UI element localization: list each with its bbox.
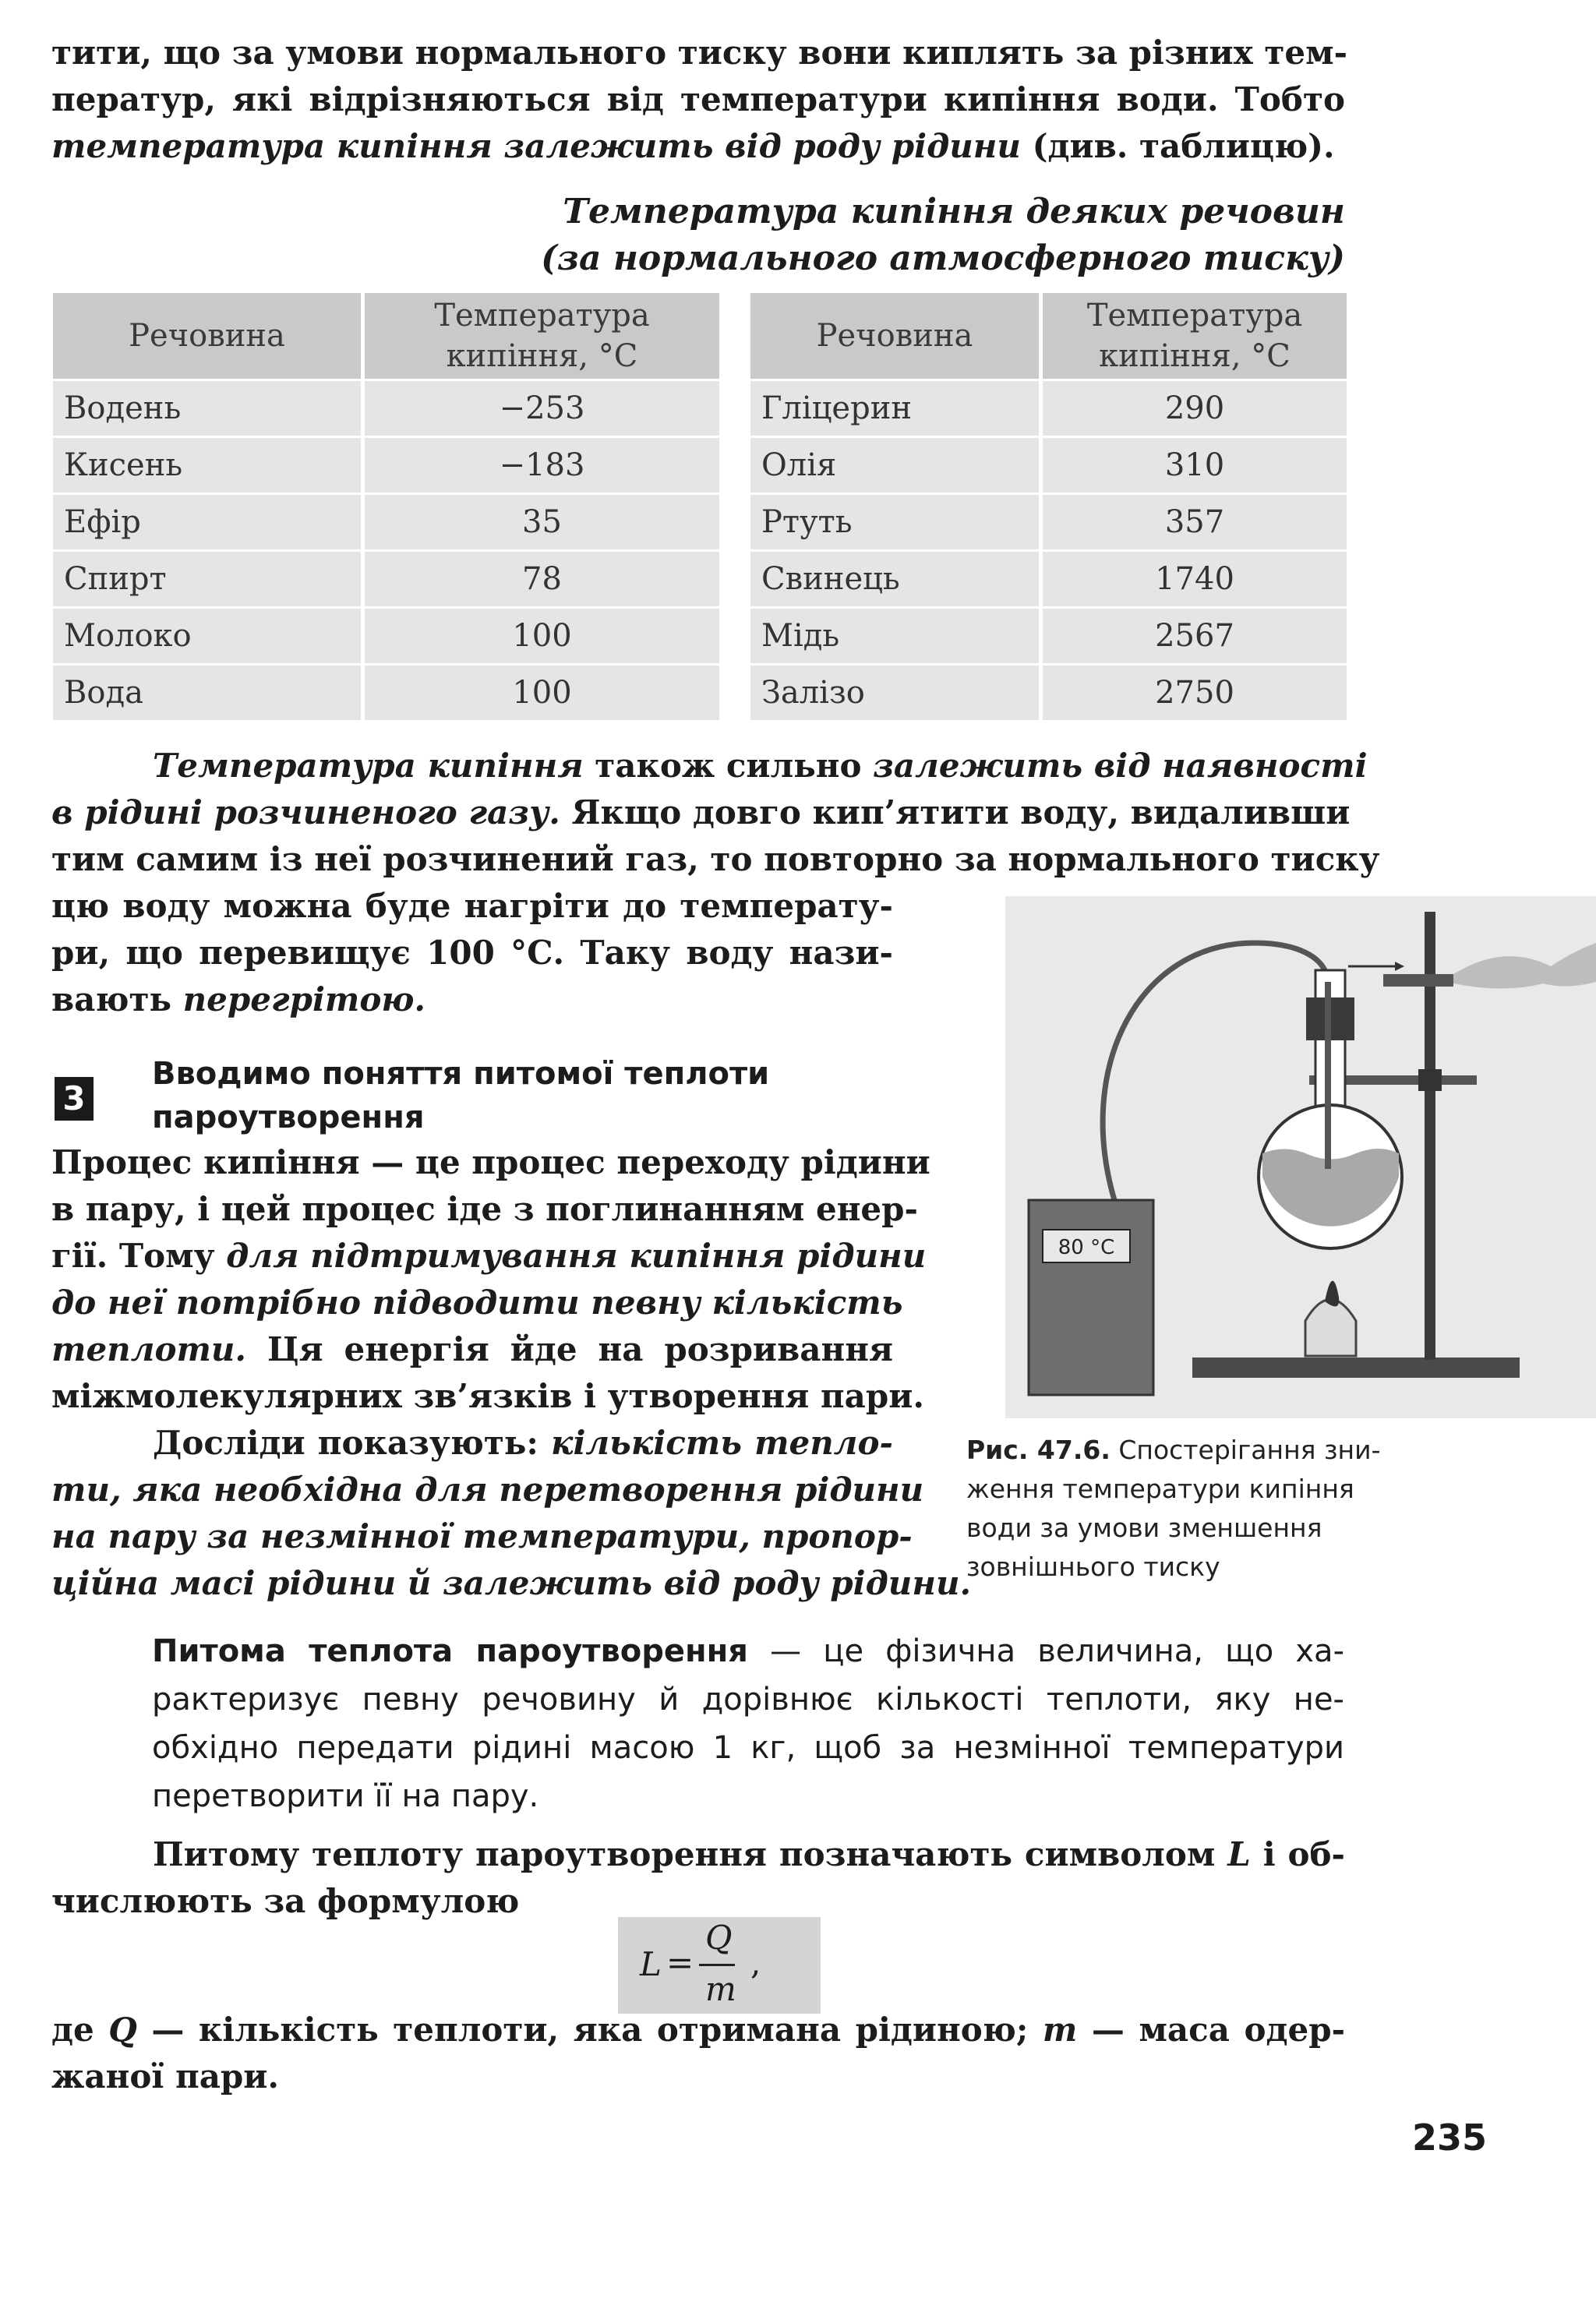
figure-label: Рис. 47.6.	[966, 1435, 1110, 1465]
temp-cell: −253	[365, 381, 719, 436]
header-temp-right: Температура кипіння, °C	[1043, 293, 1347, 379]
table-title-line-2: (за нормального атмосферного тиску)	[541, 238, 1345, 278]
substance-cell: Водень	[53, 381, 361, 436]
formula-denominator: m	[705, 1970, 736, 2008]
temp-cell: −183	[365, 438, 719, 493]
temp-cell: 100	[365, 609, 719, 663]
header-substance-left: Речовина	[53, 293, 361, 379]
substance-cell: Спирт	[53, 552, 361, 606]
section-number-badge: 3	[55, 1077, 94, 1121]
formula-explanation: де Q — кількість теплоти, яка отримана рідиною; m — маса одер- жаної пари.	[51, 2011, 1346, 2095]
table-title	[488, 189, 1345, 282]
thermometer-probe	[1325, 982, 1331, 1169]
header-substance-right: Речовина	[750, 293, 1039, 379]
table-row	[53, 438, 1347, 493]
intro-line-1: тити, що за умови нормального тиску вони киплять за різних тем-	[51, 34, 1348, 72]
definition-block: Питома теплота пароутворення — це фізична величина, що ха- рактеризує певну речовину й дорівнює кількості теплоти, яку не- обхідно передати рідині масою 1 кг, щоб за незмінної температури перетворити її на пару.	[152, 1633, 1344, 1814]
substance-cell: Гліцерин	[750, 381, 1039, 436]
flame	[1325, 1281, 1339, 1307]
temp-cell: 357	[1043, 495, 1347, 549]
paragraph-dissolved-gas-narrow: цю воду можна буде нагріти до температу- ри, що перевищує 100 °С. Таку воду нази- вають перегрітою.	[51, 887, 893, 1019]
intro-line-3	[51, 123, 1345, 170]
temp-cell: 310	[1043, 438, 1347, 493]
formula-lhs: L	[640, 1945, 662, 1983]
fraction-bar	[699, 1964, 735, 1966]
substance-cell: Залізо	[750, 666, 1039, 720]
formula-comma: ,	[750, 1944, 761, 1982]
temp-cell: 2750	[1043, 666, 1347, 720]
temp-cell: 35	[365, 495, 719, 549]
apparatus-illustration	[1005, 896, 1596, 1418]
formula-intro: Питому теплоту пароутворення позначають символом L і об- числюють за формулою	[51, 1835, 1345, 1920]
formula-numerator: Q	[705, 1919, 733, 1957]
substance-cell: Молоко	[53, 609, 361, 663]
table-title-line-1: Температура кипіння деяких речовин	[563, 192, 1345, 231]
intro-italic: температура кипіння залежить від роду рідини	[51, 127, 1021, 165]
table-row	[53, 381, 1347, 436]
paragraph-boiling-process: Процес кипіння — це процес переходу рідини в пару, і цей процес іде з поглинанням енер- гії. Тому для підтримування кипіння рідини до неї потрібно підводити певну кількість теплоти. Ця енергія йде на розривання міжмолекулярних зв’язків і утворення пари.	[51, 1143, 930, 1415]
table-row	[53, 609, 1347, 663]
burner	[1305, 1300, 1356, 1357]
page-number: 235	[1412, 2117, 1488, 2159]
figure-boiling-apparatus	[1005, 896, 1596, 1418]
formula-equals: =	[666, 1944, 694, 1982]
outlet-flame	[1453, 943, 1596, 989]
temp-cell: 100	[365, 666, 719, 720]
stand-base	[1192, 1358, 1520, 1378]
table-row	[53, 552, 1347, 606]
intro-paragraph	[51, 30, 1348, 170]
table-row	[53, 495, 1347, 549]
section-title: Вводимо поняття питомої теплоти пароутворення	[152, 1056, 770, 1135]
paragraph-dissolved-gas: Температура кипіння також сильно залежить від наявності в рідині розчиненого газу. Якщо довго кип’ятити воду, видаливши тим самим із неї розчинений газ, то повторно за нормального тиску	[51, 747, 1380, 878]
thermometer-reading: 80 °C	[1058, 1236, 1115, 1259]
substance-cell: Свинець	[750, 552, 1039, 606]
header-temp-left: Температура кипіння, °C	[365, 293, 719, 379]
table-row	[53, 666, 1347, 720]
table-header-row	[53, 293, 1347, 379]
temp-cell: 290	[1043, 381, 1347, 436]
substance-cell: Олія	[750, 438, 1039, 493]
intro-line-2: ператур, які відрізняються від температури кипіння води. Тобто	[51, 80, 1345, 118]
boiling-points-table	[53, 291, 1347, 722]
temp-cell: 2567	[1043, 609, 1347, 663]
temp-cell: 1740	[1043, 552, 1347, 606]
substance-cell: Кисень	[53, 438, 361, 493]
substance-cell: Ртуть	[750, 495, 1039, 549]
definition-term: Питома теплота пароутворення	[152, 1633, 748, 1669]
arrow-head-icon	[1395, 962, 1404, 971]
substance-cell: Ефір	[53, 495, 361, 549]
paragraph-experiments: Досліди показують: кількість тепло- ти, яка необхідна для перетворення рідини на пару за незмінної температури, пропор- ційна масі рідини й залежить від роду рідини.	[51, 1424, 972, 1602]
substance-cell: Мідь	[750, 609, 1039, 663]
formula-box	[618, 1917, 821, 2014]
temp-cell: 78	[365, 552, 719, 606]
substance-cell: Вода	[53, 666, 361, 720]
figure-caption: Рис. 47.6. Спостерігання зни- ження температури кипіння води за умови зменшення зовнішнього тиску	[966, 1435, 1381, 1582]
intro-tail: (див. таблицю).	[1032, 127, 1335, 165]
